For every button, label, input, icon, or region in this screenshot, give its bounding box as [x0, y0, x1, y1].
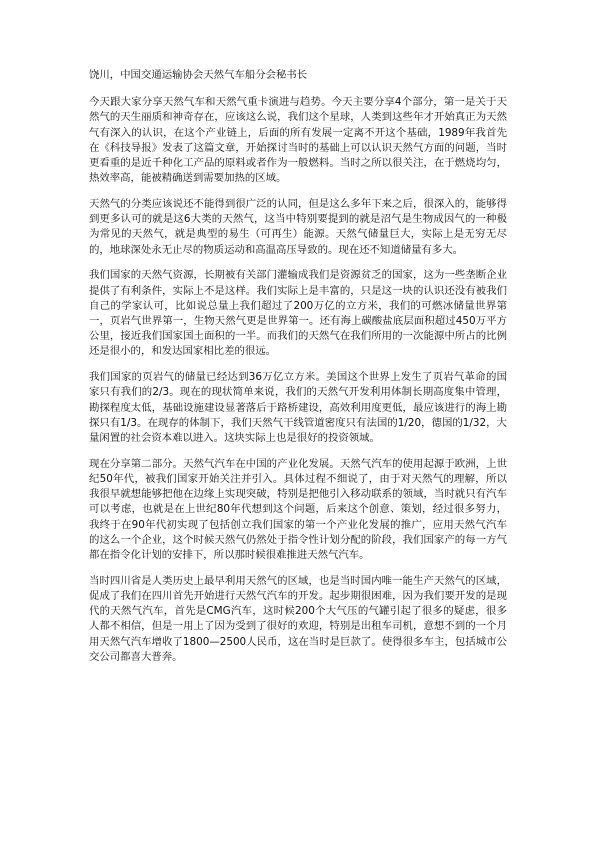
document-body	[89, 68, 507, 676]
paragraph-2: 天然气的分类应该说还不能得到很广泛的认同，但是这么多年下来之后，很深入的，能够得到更多认可的就是这6大类的天然气，这当中特别要提到的就是沼气是生物成因气的一种极为常见的天然气，就是典型的易生（可再生）能源。天然气储量巨大，实际上是无穷无尽的，地球深处永无止尽的物质运动和高温高压导致的。现在还不知道储量有多大。	[89, 198, 507, 256]
paragraph-6: 当时四川省是人类历史上最早利用天然气的区域，也是当时国内唯一能生产天然气的区域，促成了我们在四川首先开始进行天然气汽车的开发。起步期很困难，因为我们要开发的是现代的天然气汽车，首先是CMG汽车，这时候200个大气压的气罐引起了很多的疑虑，很多人都不相信，但是一用上了因为受到了很好的欢迎，特别是出租车司机，意想不到的一个月用天然气汽车增收了1800—2500人民币，这在当时是巨款了。使得很多车主，包括城市公交公司都喜大普奔。	[89, 574, 507, 663]
paragraph-5: 现在分享第二部分。天然气汽车在中国的产业化发展。天然气汽车的使用起源于欧洲，上世纪50年代，被我们国家开始关注并引入。具体过程不细说了，由于对天然气的理解，所以我很早就想能够把他在边缘上实现突破，特别是把他引入移动联系的领域，当时就只有汽车可以考虑，也就是在上世纪80年代想到这个问题，后来这个创意、策划，经过很多努力，我终于在90年代初实现了包括创立我们国家的第一个产业化发展的推广，应用天然气汽车的这么一个企业，这个时候天然气仍然处于指令性计划分配的阶段，我们国家产的每一方气都在指令化计划的安排下，所以那时候很难推进天然气汽车。	[89, 457, 507, 562]
paragraph-3: 我们国家的天然气资源，长期被有关部门灌输成我们是资源贫乏的国家，这为一些垄断企业提供了有利条件，实际上不是这样。我们实际上是丰富的，只是这一块的认识还没有被我们自己的学家认可，比如说总量上我们超过了200万亿的立方米，我们的可燃冰储量世界第一，页岩气世界第一，生物天然气更是世界第一。还有海上碳酸盐底层面积超过450万平方公里，接近我们国家国土面积的一半。而我们的天然气在我们所用的一次能源中所占的比例还是很小的，和发达国家相比差的很远。	[89, 269, 507, 358]
paragraph-4: 我们国家的页岩气的储量已经达到36万亿立方米。美国这个世界上发生了页岩气革命的国家只有我们的2/3。现在的现状简单来说，我们的天然气开发利用体制长期高度集中管理，勘探程度太低，基础设施建设显著落后于路桥建设，高效利用度更低，最应该进行的海上勘探只有1/3。在现存的体制下，我们天然气干线管道密度只有法国的1/20，德国的1/32，大量闲置的社会资本难以进入。这块实际上也是很好的投资领域。	[89, 371, 507, 445]
author-byline: 饶川，中国交通运输协会天然气车船分会秘书长	[89, 69, 308, 81]
paragraph-1: 今天跟大家分享天然气车和天然气重卡演进与趋势。今天主要分享4个部分，第一是关于天然气的天生丽质和神奇存在，应该这么说，我们这个星球，人类到这些年才开始真正为天然气有深入的认识，在这个产业链上，后面的所有发展一定离不开这个基础，1989年我首先在《科技导报》发表了这篇文章，开始探讨当时的基础上可以认识天然气方面的问题，当时更看重的是近千种化工产品的原料或者作为一般燃料。当时之所以很关注，在于燃烧均匀，热效率高，能被精确送到需要加热的区域。	[89, 96, 507, 185]
